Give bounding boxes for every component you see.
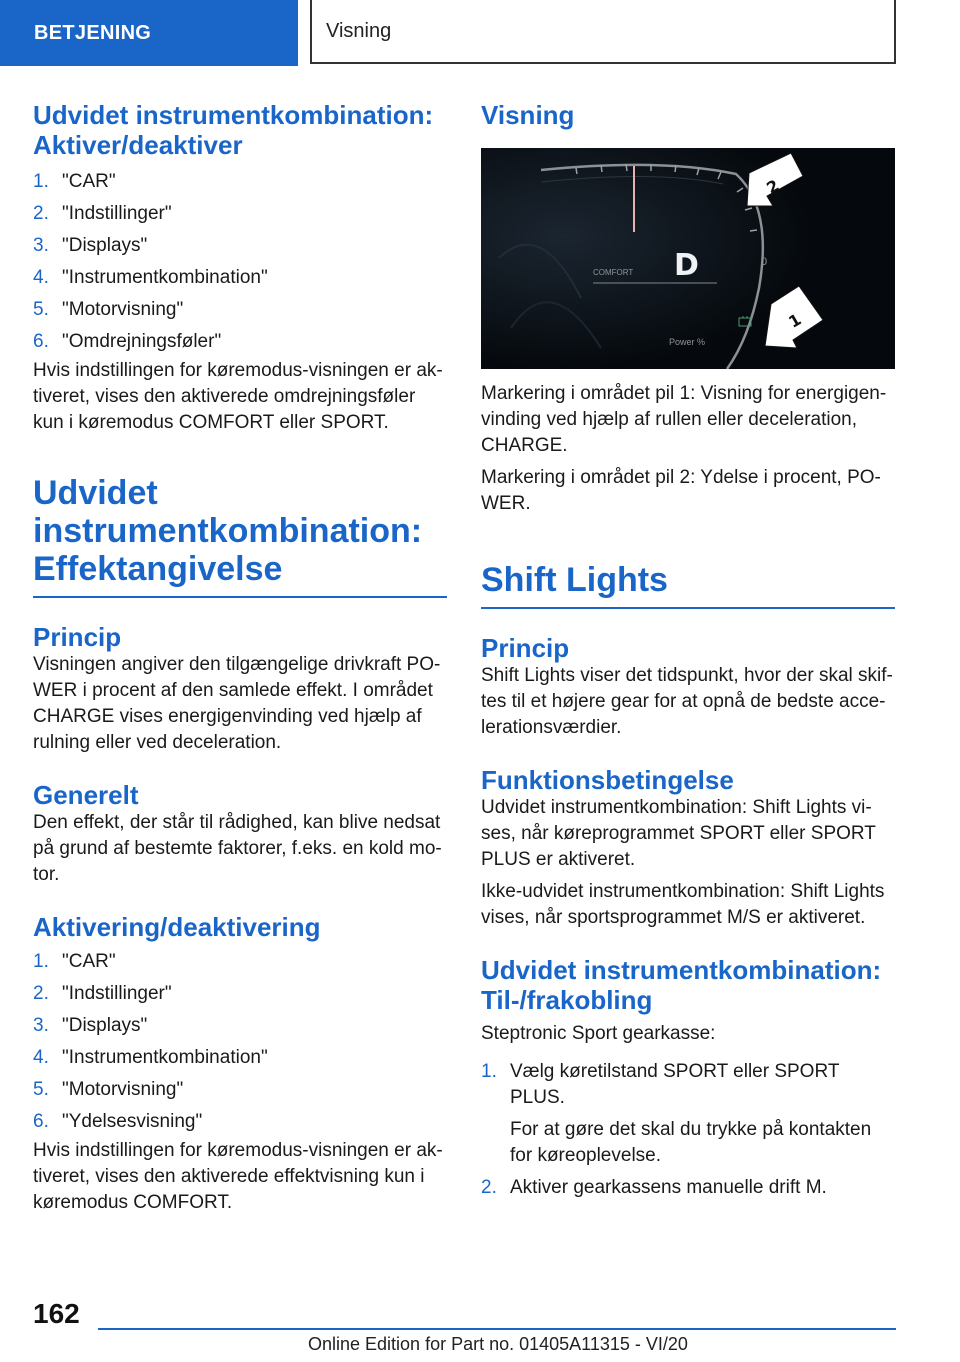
heading-shift-lights: Shift Lights bbox=[481, 561, 895, 609]
list-item: 3. "Displays" bbox=[33, 1015, 148, 1036]
subsection-title: Visning bbox=[310, 0, 896, 64]
list-item: 1. "CAR" bbox=[33, 171, 116, 192]
page-header bbox=[0, 0, 960, 66]
list-item: 6. "Omdrejningsføler" bbox=[33, 331, 222, 352]
heading-activate: Udvidet instrumentkombination: Aktiver/deaktiver bbox=[33, 100, 434, 160]
list-item: 6. "Ydelsesvisning" bbox=[33, 1111, 203, 1132]
paragraph-rpm-note: Hvis indstillingen for køremodus-visningen er ak-tiveret, vises den aktiverede omdrejningsføler kun i køremodus COMFORT eller SPORT. bbox=[33, 360, 443, 433]
svg-text:0: 0 bbox=[761, 256, 768, 268]
list-item: 2. Aktiver gearkassens manuelle drift M. bbox=[481, 1177, 827, 1198]
heading-princip-2: Princip bbox=[481, 633, 570, 663]
svg-text:D: D bbox=[674, 248, 699, 283]
svg-text:COMFORT: COMFORT bbox=[593, 268, 634, 277]
list-item: 2. "Indstillinger" bbox=[33, 983, 172, 1004]
list-item: 2. "Indstillinger" bbox=[33, 203, 172, 224]
list-item: 5. "Motorvisning" bbox=[33, 299, 184, 320]
paragraph-princip: Visningen angiver den tilgængelige drivkraft PO-WER i procent af den samlede effekt. I området CHARGE vises energigenvinding ved hjælp af rulning eller ved deceleration. bbox=[33, 654, 441, 753]
steps-list bbox=[481, 1059, 895, 1201]
svg-text:1: 1 bbox=[785, 309, 805, 332]
settings-list-1 bbox=[33, 166, 447, 358]
step-note: For at gøre det skal du trykke på kontakten for køreoplevelse. bbox=[510, 1119, 872, 1166]
heading-visning: Visning bbox=[481, 100, 575, 130]
left-column bbox=[33, 100, 447, 1216]
paragraph-funktion-1: Udvidet instrumentkombination: Shift Lights vi-ses, når køreprogrammet SPORT eller SPORT PLUS er aktiveret. bbox=[481, 797, 876, 870]
edition-text: Online Edition for Part no. 01405A11315 - VI/20 bbox=[308, 1334, 688, 1354]
right-column bbox=[481, 100, 895, 1207]
paragraph-steptronic: Steptronic Sport gearkasse: bbox=[481, 1023, 716, 1044]
paragraph-marking-1: Markering i området pil 1: Visning for energigen-vinding ved hjælp af rullen eller deceleration, CHARGE. bbox=[481, 383, 887, 456]
list-item: 1. Vælg køretilstand SPORT eller SPORT PLUS. For at gøre det skal du trykke på kontakten for køreoplevelse. bbox=[481, 1059, 895, 1169]
list-item: 4. "Instrumentkombination" bbox=[33, 267, 268, 288]
paragraph-marking-2: Markering i området pil 2: Ydelse i procent, PO-WER. bbox=[481, 467, 881, 514]
svg-text:2: 2 bbox=[763, 175, 783, 198]
page-number: 162 bbox=[33, 1298, 80, 1329]
paragraph-generelt: Den effekt, der står til rådighed, kan blive nedsat på grund af bestemte faktorer, f.eks. en kold mo-tor. bbox=[33, 812, 442, 885]
heading-aktivering: Aktivering/deaktivering bbox=[33, 912, 321, 942]
settings-list-2 bbox=[33, 946, 447, 1138]
paragraph-princip-2: Shift Lights viser det tidspunkt, hvor der skal skif-tes til et højere gear for at opnå de bedste acce-lerationsværdier. bbox=[481, 665, 893, 738]
heading-til-frakobling: Udvidet instrumentkombination: Til-/frakobling bbox=[481, 955, 882, 1015]
paragraph-funktion-2: Ikke-udvidet instrumentkombination: Shift Lights vises, når sportsprogrammet M/S er aktiveret. bbox=[481, 881, 885, 928]
gauge-illustration bbox=[481, 148, 895, 369]
section-tab: BETJENING bbox=[0, 0, 298, 66]
list-item: 3. "Displays" bbox=[33, 235, 148, 256]
heading-power-display: Udvidet instrumentkombination: Effektangivelse bbox=[33, 474, 447, 598]
heading-princip: Princip bbox=[33, 622, 122, 652]
svg-text:Power %: Power % bbox=[669, 337, 706, 347]
list-item: 4. "Instrumentkombination" bbox=[33, 1047, 268, 1068]
list-item: 5. "Motorvisning" bbox=[33, 1079, 184, 1100]
list-item: 1. "CAR" bbox=[33, 951, 116, 972]
instrument-cluster-image bbox=[481, 148, 895, 369]
paragraph-power-note: Hvis indstillingen for køremodus-visningen er ak-tiveret, vises den aktiverede effektvisning kun i køremodus COMFORT. bbox=[33, 1140, 443, 1213]
heading-generelt: Generelt bbox=[33, 780, 139, 810]
footer-divider bbox=[98, 1328, 896, 1330]
heading-funktionsbetingelse: Funktionsbetingelse bbox=[481, 765, 734, 795]
